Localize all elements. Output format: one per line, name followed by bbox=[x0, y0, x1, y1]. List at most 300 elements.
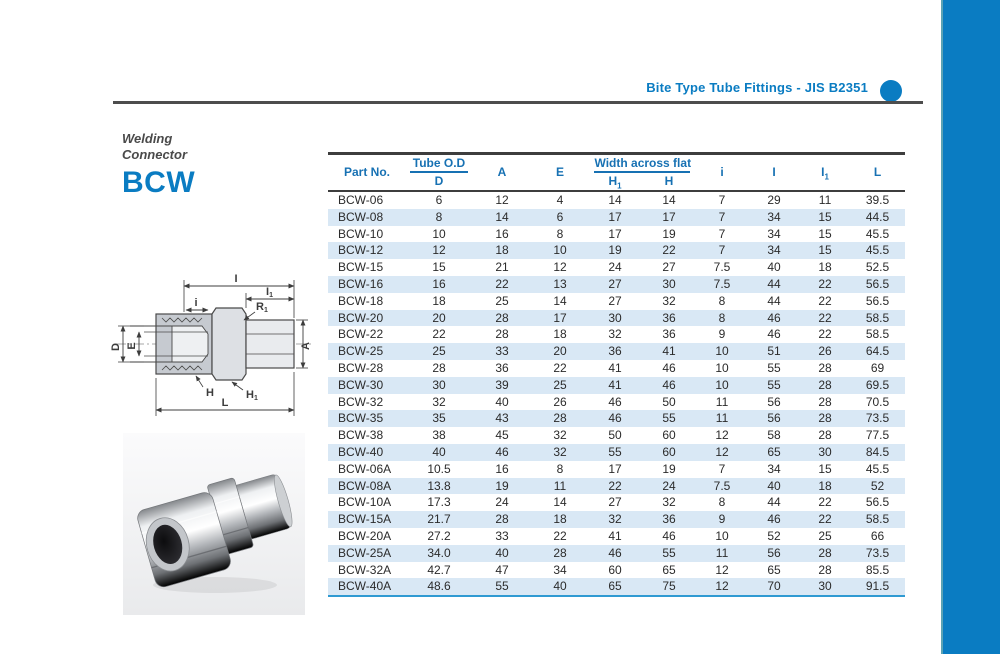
value-cell: 28 bbox=[495, 327, 509, 342]
part-no-cell: BCW-20 bbox=[338, 310, 384, 325]
value-cell: 58.5 bbox=[865, 327, 890, 342]
value-cell: 26 bbox=[818, 344, 832, 359]
value-cell: 22 bbox=[608, 478, 622, 493]
value-cell: 28 bbox=[818, 377, 832, 392]
value-cell: 19 bbox=[495, 478, 509, 493]
part-no-cell: BCW-06A bbox=[338, 461, 392, 476]
value-cell: 10 bbox=[715, 528, 729, 543]
value-cell: 28 bbox=[818, 394, 832, 409]
value-cell: 25 bbox=[553, 377, 567, 392]
page-title: Bite Type Tube Fittings - JIS B2351 bbox=[646, 80, 868, 95]
value-cell: 33 bbox=[495, 344, 509, 359]
value-cell: 28 bbox=[818, 411, 832, 426]
col-header-e: E bbox=[555, 165, 564, 179]
table-row bbox=[328, 478, 905, 495]
part-no-cell: BCW-15A bbox=[338, 512, 392, 527]
right-accent-band bbox=[941, 0, 1000, 654]
value-cell: 55 bbox=[662, 411, 676, 426]
value-cell: 46 bbox=[608, 545, 622, 560]
value-cell: 17.3 bbox=[427, 495, 451, 510]
value-cell: 13.8 bbox=[427, 478, 451, 493]
table-row bbox=[328, 209, 905, 226]
value-cell: 70.5 bbox=[865, 394, 890, 409]
part-no-cell: BCW-38 bbox=[338, 428, 384, 443]
table-row bbox=[328, 394, 905, 411]
value-cell: 14 bbox=[553, 495, 567, 510]
value-cell: 34 bbox=[767, 209, 781, 224]
value-cell: 32 bbox=[608, 327, 622, 342]
table-row bbox=[328, 444, 905, 461]
value-cell: 34 bbox=[553, 562, 567, 577]
value-cell: 8 bbox=[718, 495, 726, 510]
col-header-tube-od: Tube O.D bbox=[406, 154, 472, 174]
value-cell: 40 bbox=[553, 579, 567, 594]
value-cell: 15 bbox=[818, 209, 832, 224]
table-row bbox=[328, 427, 905, 444]
dim-label-R1: R1 bbox=[256, 301, 268, 314]
value-cell: 45.5 bbox=[865, 226, 890, 241]
dim-label-D: D bbox=[110, 343, 122, 351]
value-cell: 30 bbox=[432, 377, 446, 392]
value-cell: 10 bbox=[715, 377, 729, 392]
value-cell: 44 bbox=[767, 276, 781, 291]
table-row bbox=[328, 310, 905, 327]
value-cell: 17 bbox=[553, 310, 567, 325]
value-cell: 41 bbox=[662, 344, 676, 359]
dim-label-H1: H1 bbox=[246, 389, 258, 402]
value-cell: 56.5 bbox=[865, 276, 890, 291]
value-cell: 22 bbox=[495, 276, 509, 291]
value-cell: 15 bbox=[818, 461, 832, 476]
table-row bbox=[328, 578, 905, 596]
dim-label-i: i bbox=[194, 297, 198, 309]
value-cell: 36 bbox=[608, 344, 622, 359]
value-cell: 55 bbox=[767, 377, 781, 392]
value-cell: 46 bbox=[662, 528, 676, 543]
value-cell: 42.7 bbox=[427, 562, 451, 577]
value-cell: 29 bbox=[767, 193, 781, 207]
col-header-h: H bbox=[664, 174, 674, 188]
value-cell: 13 bbox=[553, 276, 567, 291]
blue-dot-icon bbox=[880, 80, 902, 102]
table-row bbox=[328, 528, 905, 545]
col-header-h1: $H_1$ bbox=[608, 174, 622, 191]
value-cell: 25 bbox=[432, 344, 446, 359]
value-cell: 12 bbox=[553, 260, 567, 275]
value-cell: 55 bbox=[608, 444, 622, 459]
value-cell: 27 bbox=[608, 293, 622, 308]
value-cell: 15 bbox=[818, 243, 832, 258]
value-cell: 69.5 bbox=[865, 377, 890, 392]
value-cell: 32 bbox=[608, 512, 622, 527]
value-cell: 52 bbox=[767, 528, 781, 543]
col-header-I: I bbox=[772, 165, 776, 179]
value-cell: 69 bbox=[870, 360, 885, 375]
value-cell: 34 bbox=[767, 226, 781, 241]
value-cell: 77.5 bbox=[865, 428, 890, 443]
value-cell: 33 bbox=[495, 528, 509, 543]
value-cell: 7 bbox=[718, 226, 726, 241]
spec-table-header bbox=[328, 154, 905, 192]
value-cell: 38 bbox=[432, 428, 446, 443]
value-cell: 39.5 bbox=[865, 193, 890, 207]
value-cell: 22 bbox=[818, 310, 832, 325]
value-cell: 10 bbox=[715, 360, 729, 375]
table-row bbox=[328, 343, 905, 360]
value-cell: 52.5 bbox=[865, 260, 890, 275]
value-cell: 14 bbox=[662, 193, 676, 207]
value-cell: 27 bbox=[608, 276, 622, 291]
value-cell: 55 bbox=[767, 360, 781, 375]
value-cell: 51 bbox=[767, 344, 781, 359]
weld-end-section bbox=[246, 320, 294, 368]
table-row bbox=[328, 545, 905, 562]
value-cell: 52 bbox=[870, 478, 885, 493]
value-cell: 46 bbox=[495, 444, 509, 459]
value-cell: 66 bbox=[870, 528, 885, 543]
value-cell: 28 bbox=[818, 428, 832, 443]
part-no-cell: BCW-25A bbox=[338, 545, 392, 560]
value-cell: 41 bbox=[608, 360, 622, 375]
value-cell: 56 bbox=[767, 411, 781, 426]
value-cell: 32 bbox=[553, 428, 567, 443]
value-cell: 7 bbox=[718, 209, 726, 224]
value-cell: 46 bbox=[608, 394, 622, 409]
value-cell: 9 bbox=[718, 327, 726, 342]
value-cell: 41 bbox=[608, 528, 622, 543]
value-cell: 6 bbox=[556, 209, 564, 224]
value-cell: 55 bbox=[495, 579, 509, 594]
value-cell: 46 bbox=[608, 411, 622, 426]
value-cell: 22 bbox=[553, 528, 567, 543]
value-cell: 46 bbox=[662, 377, 676, 392]
value-cell: 75 bbox=[662, 579, 676, 594]
part-no-cell: BCW-08 bbox=[338, 209, 384, 224]
value-cell: 17 bbox=[608, 209, 622, 224]
value-cell: 40 bbox=[432, 444, 446, 459]
value-cell: 15 bbox=[818, 226, 832, 241]
value-cell: 21 bbox=[495, 260, 509, 275]
product-type-line1: Welding bbox=[122, 131, 173, 146]
header-divider bbox=[113, 101, 923, 104]
value-cell: 16 bbox=[495, 226, 509, 241]
value-cell: 8 bbox=[718, 310, 726, 325]
value-cell: 56.5 bbox=[865, 293, 890, 308]
table-row bbox=[328, 226, 905, 243]
value-cell: 12 bbox=[495, 193, 509, 207]
value-cell: 25 bbox=[818, 528, 832, 543]
value-cell: 7.5 bbox=[713, 260, 731, 275]
part-no-cell: BCW-35 bbox=[338, 411, 384, 426]
value-cell: 4 bbox=[556, 193, 564, 207]
value-cell: 30 bbox=[818, 444, 832, 459]
value-cell: 58.5 bbox=[865, 310, 890, 325]
value-cell: 32 bbox=[662, 293, 676, 308]
table-row bbox=[328, 494, 905, 511]
value-cell: 73.5 bbox=[865, 411, 890, 426]
value-cell: 58.5 bbox=[865, 512, 890, 527]
value-cell: 50 bbox=[662, 394, 676, 409]
value-cell: 28 bbox=[495, 310, 509, 325]
value-cell: 24 bbox=[608, 260, 622, 275]
value-cell: 32 bbox=[662, 495, 676, 510]
value-cell: 46 bbox=[767, 327, 781, 342]
value-cell: 46 bbox=[767, 310, 781, 325]
value-cell: 56.5 bbox=[865, 495, 890, 510]
value-cell: 22 bbox=[818, 293, 832, 308]
value-cell: 10 bbox=[432, 226, 446, 241]
value-cell: 8 bbox=[556, 226, 564, 241]
value-cell: 64.5 bbox=[865, 344, 890, 359]
value-cell: 14 bbox=[553, 293, 567, 308]
value-cell: 34 bbox=[767, 461, 781, 476]
part-no-cell: BCW-22 bbox=[338, 327, 384, 342]
value-cell: 46 bbox=[767, 512, 781, 527]
table-row bbox=[328, 259, 905, 276]
part-no-cell: BCW-25 bbox=[338, 344, 384, 359]
value-cell: 36 bbox=[662, 327, 676, 342]
col-header-i: i bbox=[720, 165, 724, 179]
value-cell: 19 bbox=[662, 461, 676, 476]
value-cell: 16 bbox=[495, 461, 509, 476]
value-cell: 8 bbox=[556, 461, 564, 476]
value-cell: 65 bbox=[767, 444, 781, 459]
hex-section bbox=[212, 308, 246, 380]
value-cell: 34.0 bbox=[427, 545, 451, 560]
part-no-cell: BCW-10A bbox=[338, 495, 392, 510]
value-cell: 19 bbox=[608, 243, 622, 258]
product-photo bbox=[123, 433, 305, 615]
value-cell: 18 bbox=[432, 293, 446, 308]
value-cell: 14 bbox=[608, 193, 622, 207]
value-cell: 10 bbox=[553, 243, 567, 258]
value-cell: 10.5 bbox=[427, 461, 451, 476]
value-cell: 18 bbox=[553, 327, 567, 342]
part-no-cell: BCW-20A bbox=[338, 528, 392, 543]
value-cell: 6 bbox=[435, 193, 443, 207]
value-cell: 65 bbox=[608, 579, 622, 594]
value-cell: 7 bbox=[718, 461, 726, 476]
value-cell: 40 bbox=[767, 478, 781, 493]
part-no-cell: BCW-40 bbox=[338, 444, 384, 459]
value-cell: 18 bbox=[818, 260, 832, 275]
value-cell: 45.5 bbox=[865, 461, 890, 476]
dim-label-I1: I1 bbox=[266, 286, 273, 299]
value-cell: 30 bbox=[818, 579, 832, 594]
value-cell: 22 bbox=[553, 360, 567, 375]
value-cell: 22 bbox=[818, 512, 832, 527]
value-cell: 7.5 bbox=[713, 478, 731, 493]
value-cell: 11 bbox=[715, 411, 729, 426]
value-cell: 40 bbox=[495, 545, 509, 560]
value-cell: 27 bbox=[608, 495, 622, 510]
value-cell: 39 bbox=[495, 377, 509, 392]
table-row bbox=[328, 562, 905, 579]
value-cell: 12 bbox=[715, 579, 729, 594]
part-no-cell: BCW-16 bbox=[338, 276, 384, 291]
value-cell: 24 bbox=[662, 478, 676, 493]
value-cell: 73.5 bbox=[865, 545, 890, 560]
value-cell: 18 bbox=[553, 512, 567, 527]
part-no-cell: BCW-40A bbox=[338, 579, 392, 594]
technical-drawing bbox=[110, 266, 322, 436]
part-no-cell: BCW-08A bbox=[338, 478, 392, 493]
value-cell: 20 bbox=[432, 310, 446, 325]
value-cell: 20 bbox=[553, 344, 567, 359]
value-cell: 7 bbox=[718, 243, 726, 258]
table-row bbox=[328, 191, 905, 209]
value-cell: 45 bbox=[495, 428, 509, 443]
value-cell: 84.5 bbox=[865, 444, 890, 459]
part-no-cell: BCW-10 bbox=[338, 226, 384, 241]
value-cell: 12 bbox=[432, 243, 446, 258]
value-cell: 36 bbox=[662, 512, 676, 527]
value-cell: 24 bbox=[495, 495, 509, 510]
value-cell: 22 bbox=[432, 327, 446, 342]
spec-table bbox=[328, 152, 905, 597]
value-cell: 28 bbox=[818, 562, 832, 577]
value-cell: 22 bbox=[662, 243, 676, 258]
value-cell: 8 bbox=[435, 209, 443, 224]
table-row bbox=[328, 410, 905, 427]
value-cell: 30 bbox=[662, 276, 676, 291]
value-cell: 48.6 bbox=[427, 579, 451, 594]
value-cell: 65 bbox=[767, 562, 781, 577]
value-cell: 18 bbox=[495, 243, 509, 258]
value-cell: 7.5 bbox=[713, 276, 731, 291]
value-cell: 40 bbox=[495, 394, 509, 409]
value-cell: 16 bbox=[432, 276, 446, 291]
part-no-cell: BCW-32 bbox=[338, 394, 384, 409]
value-cell: 70 bbox=[767, 579, 781, 594]
value-cell: 17 bbox=[608, 461, 622, 476]
value-cell: 28 bbox=[495, 512, 509, 527]
value-cell: 36 bbox=[495, 360, 509, 375]
col-header-part-no: Part No. bbox=[343, 165, 390, 179]
value-cell: 8 bbox=[718, 293, 726, 308]
part-no-cell: BCW-30 bbox=[338, 377, 384, 392]
part-no-cell: BCW-12 bbox=[338, 243, 384, 258]
table-row bbox=[328, 377, 905, 394]
table-row bbox=[328, 511, 905, 528]
value-cell: 35 bbox=[432, 411, 446, 426]
value-cell: 17 bbox=[662, 209, 676, 224]
value-cell: 17 bbox=[608, 226, 622, 241]
part-no-cell: BCW-28 bbox=[338, 360, 384, 375]
value-cell: 11 bbox=[715, 545, 729, 560]
value-cell: 12 bbox=[715, 562, 729, 577]
value-cell: 7 bbox=[718, 193, 726, 207]
dim-label-I: I bbox=[234, 273, 238, 285]
value-cell: 10 bbox=[715, 344, 729, 359]
value-cell: 47 bbox=[495, 562, 509, 577]
value-cell: 28 bbox=[553, 545, 567, 560]
product-heading bbox=[122, 131, 195, 200]
part-no-cell: BCW-15 bbox=[338, 260, 384, 275]
col-header-I1: $I_1$ bbox=[821, 165, 829, 182]
col-header-a: A bbox=[497, 165, 507, 179]
value-cell: 9 bbox=[718, 512, 726, 527]
value-cell: 11 bbox=[553, 478, 567, 493]
part-no-cell: BCW-18 bbox=[338, 293, 384, 308]
part-no-cell: BCW-32A bbox=[338, 562, 392, 577]
value-cell: 28 bbox=[432, 360, 446, 375]
value-cell: 21.7 bbox=[427, 512, 451, 527]
spec-table-body bbox=[328, 191, 905, 596]
value-cell: 45.5 bbox=[865, 243, 890, 258]
value-cell: 11 bbox=[715, 394, 729, 409]
value-cell: 40 bbox=[767, 260, 781, 275]
value-cell: 58 bbox=[767, 428, 781, 443]
table-row bbox=[328, 326, 905, 343]
table-row bbox=[328, 360, 905, 377]
value-cell: 36 bbox=[662, 310, 676, 325]
value-cell: 22 bbox=[818, 495, 832, 510]
value-cell: 43 bbox=[495, 411, 509, 426]
product-code: BCW bbox=[122, 166, 196, 199]
value-cell: 32 bbox=[553, 444, 567, 459]
value-cell: 46 bbox=[662, 360, 676, 375]
value-cell: 22 bbox=[818, 276, 832, 291]
value-cell: 15 bbox=[432, 260, 446, 275]
value-cell: 22 bbox=[818, 327, 832, 342]
value-cell: 30 bbox=[608, 310, 622, 325]
value-cell: 56 bbox=[767, 545, 781, 560]
table-row bbox=[328, 461, 905, 478]
value-cell: 60 bbox=[662, 444, 676, 459]
value-cell: 60 bbox=[608, 562, 622, 577]
part-no-cell: BCW-06 bbox=[338, 193, 384, 207]
value-cell: 11 bbox=[818, 193, 832, 207]
value-cell: 44.5 bbox=[865, 209, 890, 224]
dim-label-H: H bbox=[206, 387, 214, 399]
value-cell: 28 bbox=[818, 360, 832, 375]
col-header-width-across-flat: Width across flat bbox=[588, 154, 696, 174]
product-type-line2: Connector bbox=[122, 147, 187, 162]
table-row bbox=[328, 276, 905, 293]
value-cell: 91.5 bbox=[865, 579, 890, 594]
value-cell: 19 bbox=[662, 226, 676, 241]
value-cell: 55 bbox=[662, 545, 676, 560]
dim-label-L: L bbox=[221, 397, 229, 409]
value-cell: 56 bbox=[767, 394, 781, 409]
value-cell: 25 bbox=[495, 293, 509, 308]
dim-label-E: E bbox=[126, 342, 138, 350]
value-cell: 14 bbox=[495, 209, 509, 224]
value-cell: 44 bbox=[767, 495, 781, 510]
value-cell: 85.5 bbox=[865, 562, 890, 577]
value-cell: 18 bbox=[818, 478, 832, 493]
value-cell: 50 bbox=[608, 428, 622, 443]
value-cell: 27.2 bbox=[427, 528, 451, 543]
value-cell: 65 bbox=[662, 562, 676, 577]
value-cell: 44 bbox=[767, 293, 781, 308]
value-cell: 60 bbox=[662, 428, 676, 443]
value-cell: 27 bbox=[662, 260, 676, 275]
value-cell: 28 bbox=[553, 411, 567, 426]
col-header-d: D bbox=[434, 174, 444, 188]
value-cell: 28 bbox=[818, 545, 832, 560]
value-cell: 41 bbox=[608, 377, 622, 392]
col-header-L: L bbox=[873, 165, 882, 179]
value-cell: 12 bbox=[715, 444, 729, 459]
dim-label-A: A bbox=[300, 342, 312, 350]
value-cell: 12 bbox=[715, 428, 729, 443]
value-cell: 32 bbox=[432, 394, 446, 409]
value-cell: 34 bbox=[767, 243, 781, 258]
table-row bbox=[328, 242, 905, 259]
value-cell: 26 bbox=[553, 394, 567, 409]
